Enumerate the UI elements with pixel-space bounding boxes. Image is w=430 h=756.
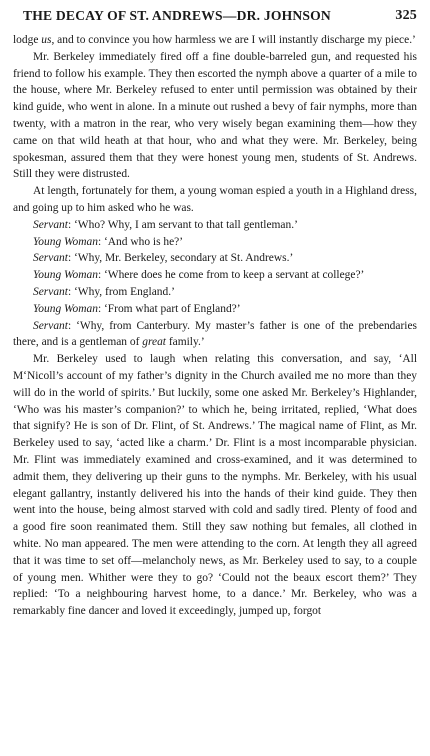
text-run: : ‘From what part of England?’ [97,302,241,315]
paragraph [13,49,417,183]
italic-text: us [41,34,52,46]
text-run: lodge [13,34,42,46]
italic-text: Young Woman [33,235,98,248]
running-title: THE DECAY OF ST. ANDREWS—DR. JOHNSON [23,8,331,23]
italic-text: Servant [33,252,68,265]
page-number: 325 [395,8,417,23]
paragraph [13,301,417,318]
italic-text: Servant [33,285,68,298]
paragraph [13,351,417,620]
paragraph [13,32,417,49]
text-run: Mr. Berkeley immediately fired off a fine double-barreled gun, and requested his friend to follow his example. They then escorted the nymph above a quarter of a mile to the house, where Mr. Berkeley refused to enter until permission was obtained by their kind guide, who went in alone. In a minute out rushed a bevy of fair nymphs, more than twenty, with a matron in the rear, who very wisely began examining them—how they came on that wild heath at that hour, who and what they were. Mr. Berkeley, being spokesman, assured them that they were honest young men, students of St. Andrews. Still they were distrusted. [13,50,417,181]
italic-text: Young Woman [33,302,98,315]
italic-text: Servant [33,319,68,332]
paragraph [13,217,417,234]
paragraph [13,267,417,284]
text-run: : ‘And who is he?’ [97,235,184,248]
running-header [13,8,417,32]
italic-text: Servant [33,218,68,231]
paragraph [13,234,417,251]
text-run: At length, fortunately for them, a young woman espied a youth in a Highland dress, and going up to him asked who he was. [13,185,417,214]
text-run: : ‘Where does he come from to keep a servant at college?’ [97,269,365,282]
text-run: family.’ [165,336,205,349]
text-run: : ‘Why, Mr. Berkeley, secondary at St. Andrews.’ [67,252,294,265]
text-run: : ‘Why, from England.’ [67,285,175,298]
book-page [13,8,417,620]
paragraph [13,284,417,301]
text-run: : ‘Why, from Canterbury. My master’s father is one of the prebendaries there, and is a gentleman of [13,319,417,349]
paragraph [13,318,417,352]
italic-text: Young Woman [33,269,98,282]
body-text [13,32,417,620]
paragraph [13,183,417,217]
paragraph [13,250,417,267]
text-run: : ‘Who? Why, I am servant to that tall gentleman.’ [67,218,298,231]
italic-text: great [142,336,166,349]
text-run: , and to convince you how harmless we are I will instantly discharge my piece.’ [51,34,416,46]
text-run: Mr. Berkeley used to laugh when relating this conversation, and say, ‘All M‘Nicoll’s account of my father’s dignity in the Church availed me no more than they will do in the world of spirits.’ But luckily, some one asked Mr. Berkeley’s Highlander, ‘Who was his master’s companion?’ to which he, being irritated, replied, ‘What does that signify? He is son of Dr. Flint, of St. Andrews.’ The magical name of Flint, as Mr. Berkeley used to say, ‘acted like a charm.’ Dr. Flint is a most incomparable physician. Mr. Flint was immediately examined and cross-examined, and it was determined to admit them, they delivering up their guns to the nymphs. Mr. Berkeley, with his usual elegant gallantry, instantly delivered his into the hands of their kind guide. They then went into the house, being almost starved with cold and sadly tired. Plenty of food and a good fire soon reanimated them. Still they saw nothing but females, all clothed in white. No man appeared. The men were attending to the corn. At length they all agreed that it was time to set off—melancholy news, as Mr. Berkeley used to say, to a couple of young men. Whither were they to go? ‘Could not the beaux escort them?’ They replied: ‘To a neighbouring harvest home, to a dance.’ Mr. Berkeley, who was a remarkably fine dancer and loved it exceedingly, jumped up, forgot [13,353,417,618]
